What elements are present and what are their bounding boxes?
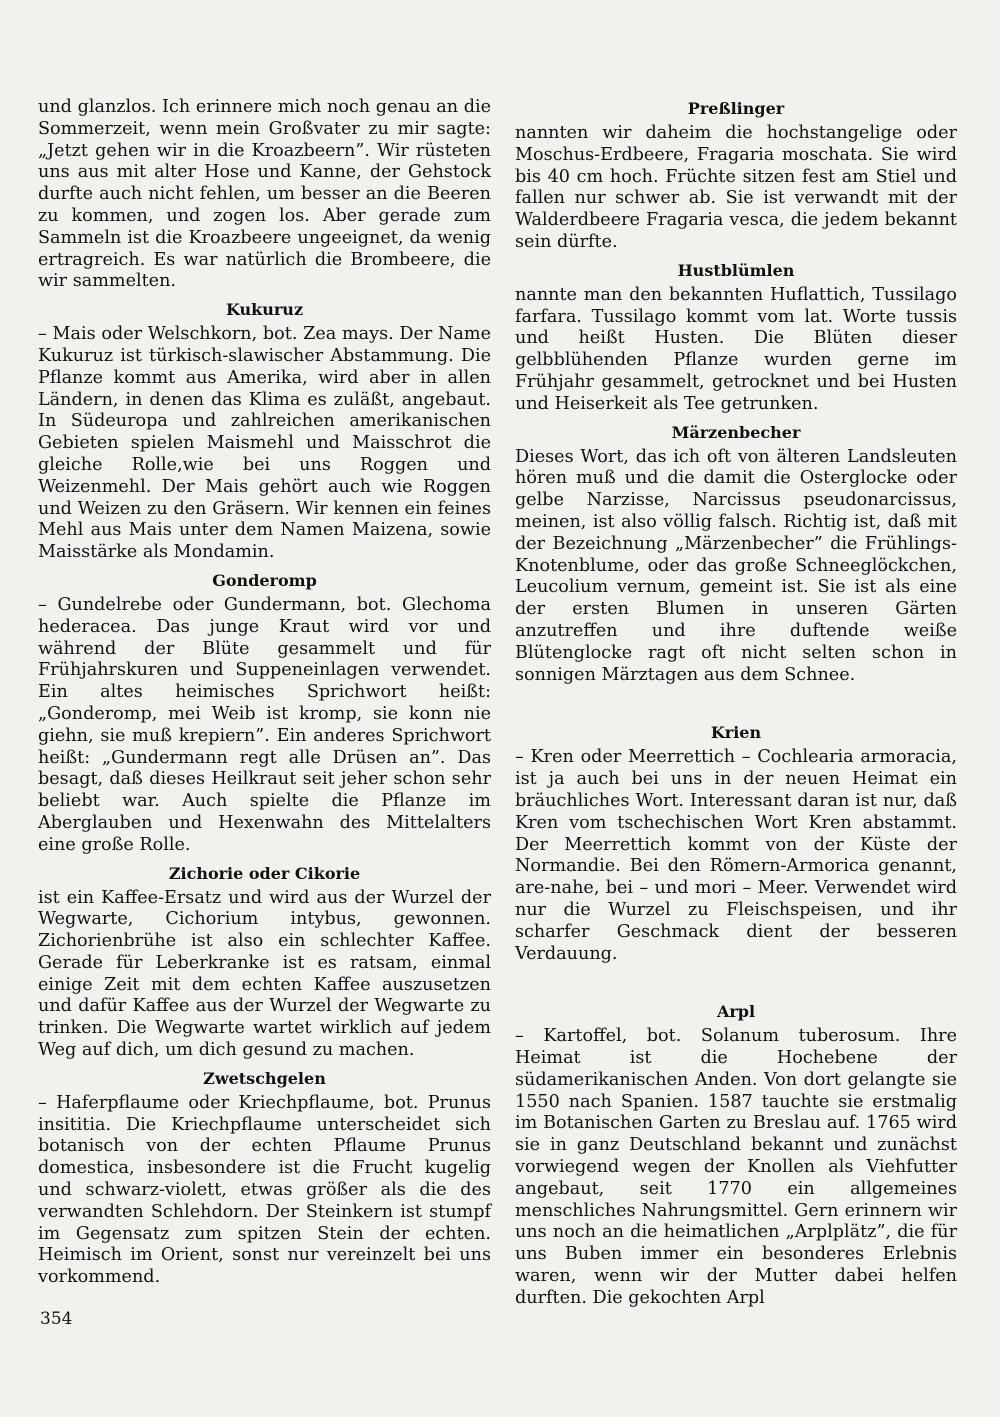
entry-title-gonderomp: Gonderomp <box>212 570 317 590</box>
entry-text-kukuruz: – Mais oder Welschkorn, bot. Zea mays. Der Name Kukuruz ist türkisch-slawischer Abstammung. Die Pflanze kommt aus Amerika, wird aber in allen Ländern, in denen das Klima es zuläßt, angebaut. In Südeuropa und zahlreichen amerikanischen Gebieten spielen Maismehl und Maisschrot die gleiche Rolle,wie bei uns Roggen und Weizenmehl. Der Mais gehört auch wie Roggen und Weizen zu den Gräsern. Wir kennen ein feines Mehl aus Mais unter dem Namen Maizena, sowie Maisstärke als Mondamin. <box>38 324 491 563</box>
entry-title-zwetschgelen: Zwetschgelen <box>203 1068 326 1088</box>
entry-text-maerzenbecher: Dieses Wort, das ich oft von älteren Landsleuten hören muß und die damit die Osterglocke oder gelbe Narzisse, Narcissus pseudonarcissus, meinen, ist also völlig falsch. Richtig ist, daß mit der Bezeichnung „Märzenbecher” die Frühlings-Knotenblume, oder das große Schneeglöckchen, Leucolium vernum, gemeint ist. Sie ist als eine der ersten Blumen in unseren Gärten anzutreffen und ihre duftende weiße Blütenglocke ragt oft nicht selten schon in sonnigen Märztagen aus dem Schnee. <box>515 446 957 685</box>
left-column <box>38 97 491 1289</box>
entry-title-arpl: Arpl <box>716 1002 756 1022</box>
entry-text-zichorie: ist ein Kaffee-Ersatz und wird aus der Wurzel der Wegwarte, Cichorium intybus, gewonnen. Zichorienbrühe ist also ein schlechter Kaffee. Gerade für Leberkranke ist es ratsam, einmal einige Zeit mit dem echten Kaffee auszusetzen und dafür Kaffee aus der Wurzel der Wegwarte zu trinken. Die Wegwarte wartet wirklich auf jedem Weg auf dich, um dich gesund zu machen. <box>38 887 491 1061</box>
entry-text-zwetschgelen: – Haferpflaume oder Kriechpflaume, bot. Prunus insititia. Die Kriechpflaume unterscheidet sich botanisch von der echten Pflaume Prunus domestica, insbesondere ist die Frucht kugelig und schwarz-violett, etwas größer als die des verwandten Schlehdorn. Der Steinkern ist stumpf im Gegensatz zum spitzen Stein der echten. Heimisch im Orient, sonst nur vereinzelt bei uns vorkommend. <box>38 1092 491 1288</box>
entry-text-arpl: – Kartoffel, bot. Solanum tuberosum. Ihre Heimat ist die Hochebene der südamerikanischen Anden. Von dort gelangte sie 1550 nach Spanien. 1587 tauchte sie erstmalig im Botanischen Garten zu Breslau auf. 1765 wird sie in ganz Deutschland bekannt und zunächst vorwiegend wegen der Knollen als Viehfutter angebaut, seit 1770 ein allgemeines menschliches Nahrungsmittel. Gern erinnern wir uns noch an die heimatlichen „Arplplätz”, die für uns Buben immer ein besonderes Erlebnis waren, wenn wir der Mutter dabei helfen durften. Die gekochten Arpl <box>515 1026 957 1308</box>
entry-text-gonderomp: – Gundelrebe oder Gundermann, bot. Glechoma hederacea. Das junge Kraut wird vor und während der Blüte gesammelt und für Frühjahrskuren und Suppeneinlagen verwendet. Ein altes heimisches Sprichwort heißt: „Gonderomp, mei Weib ist kromp, sie konn nie giehn, sie muß krepiern”. Ein anderes Sprichwort heißt: „Gundermann regt alle Drüsen an”. Das besagt, daß dieses Heilkraut seit jeher schon sehr beliebt war. Auch spielte die Pflanze im Aberglauben und Hexenwahn des Mittelalters eine große Rolle. <box>38 594 491 855</box>
section-spacer <box>515 686 957 716</box>
entry-text-krien: – Kren oder Meerrettich – Cochlearia armoracia, ist ja auch bei uns in der neuen Heimat ein bräuchliches Wort. Interessant daran ist nur, daß Kren vom tschechischen Wort Kren abstammt. Der Meerrettich kommt von der Küste der Normandie. Bei den Römern-Armorica genannt, are-nahe, bei – und mori – Meer. Verwendet wird nur die Wurzel zu Fleischspeisen, und ihr scharfer Geschmack dient der besseren Verdauung. <box>515 747 957 964</box>
entry-title-kukuruz: Kukuruz <box>225 300 304 320</box>
intro-paragraph: und glanzlos. Ich erinnere mich noch genau an die Sommerzeit, wenn mein Großvater zu mir sagte: „Jetzt gehen wir in die Kroazbeern”. Wir rüsteten uns aus mit alter Hose und Kanne, der Gehstock durfte auch nicht fehlen, um besser an die Beeren zu kommen, und zogen los. Aber gerade zum Sammeln ist die Kroazbeere ungeeignet, da wenig ertragreich. Es war natürlich die Brombeere, die wir sammelten. <box>38 97 491 292</box>
entry-title-presslinger: Preßlinger <box>687 99 785 118</box>
entry-text-presslinger: nannten wir daheim die hochstangelige oder Moschus-Erdbeere, Fragaria moschata. Sie wird bis 40 cm hoch. Früchte sitzen fest am Stiel und fallen nur schwer ab. Sie ist verwandt mit der Walderdbeere Fragaria vesca, die jedem bekannt sein dürfte. <box>515 123 957 252</box>
entry-title-krien: Krien <box>710 723 762 743</box>
entry-title-maerzenbecher: Märzenbecher <box>671 422 801 442</box>
right-column <box>515 97 957 1310</box>
page-number: 354 <box>40 1309 73 1329</box>
entry-text-hustbluemlen: nannte man den bekannten Huflattich, Tussilago farfara. Tussilago kommt vom lat. Worte tussis und heißt Husten. Die Blüten dieser gelbblühenden Pflanze wurden gerne im Frühjahr gesammelt, getrocknet und bei Husten und Heiserkeit als Tee getrunken. <box>515 284 957 414</box>
entry-title-zichorie: Zichorie oder Cikorie <box>168 863 361 883</box>
entry-title-hustbluemlen: Hustblümlen <box>677 260 795 280</box>
section-spacer <box>515 965 957 995</box>
